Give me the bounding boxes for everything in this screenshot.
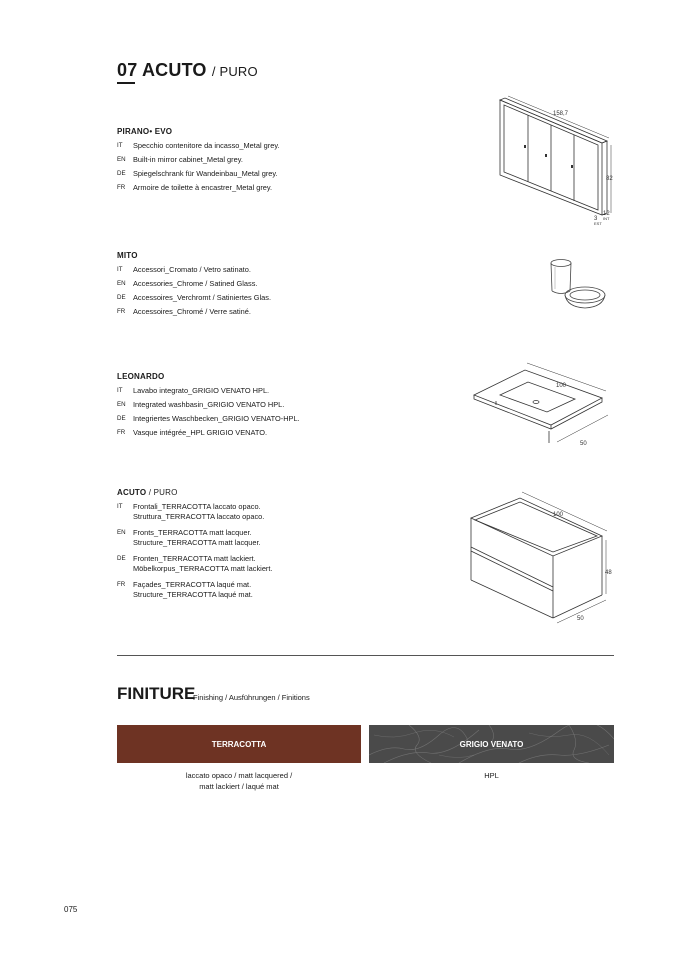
page-title <box>117 60 258 81</box>
desc-row: DE Integriertes Waschbecken_GRIGIO VENATO-HPL. <box>117 414 300 423</box>
washbasin-drawing <box>470 355 620 455</box>
cabinet-drawing <box>465 490 620 630</box>
dim-ext: 3 <box>594 216 598 222</box>
swatch-terracotta <box>117 725 361 763</box>
swatch-caption: HPL <box>484 771 499 780</box>
title-underline <box>117 82 135 84</box>
product-acuto-puro <box>117 488 437 604</box>
desc-row: DE Fronten_TERRACOTTA matt lackiert. Möbelkorpus_TERRACOTTA matt lackiert. <box>117 554 273 573</box>
swatch-caption: laccato opaco / matt lacquered / matt lackiert / laqué mat <box>185 771 293 791</box>
section-number: 07 <box>117 60 138 80</box>
desc-row: EN Fronts_TERRACOTTA matt lacquer. Structure_TERRACOTTA matt lacquer. <box>117 528 261 547</box>
product-leonardo <box>117 372 437 442</box>
dim-height: 82 <box>606 176 613 182</box>
desc-row: IT Specchio contenitore da incasso_Metal grey. <box>117 141 280 150</box>
desc-row: DE Accessoires_Verchromt / Satiniertes Glas. <box>117 293 272 302</box>
product-mito <box>117 251 437 321</box>
dim-width: 100 <box>553 512 564 518</box>
desc-row: DE Spiegelschrank für Wandeinbau_Metal grey. <box>117 169 278 178</box>
desc-row: IT Accessori_Cromato / Vetro satinato. <box>117 265 251 274</box>
desc-row: FR Armoire de toilette à encastrer_Metal grey. <box>117 183 273 192</box>
swatch-label: GRIGIO VENATO <box>459 739 524 749</box>
collection-name: ACUTO <box>141 60 207 80</box>
dim-depth: 50 <box>577 616 584 622</box>
page-number: 075 <box>64 905 78 914</box>
finishes-title: FINITURE <box>117 684 196 703</box>
product-name: MITO <box>117 251 138 260</box>
swatch-label: TERRACOTTA <box>211 739 267 749</box>
desc-row: FR Vasque intégrée_HPL GRIGIO VENATO. <box>117 428 268 437</box>
product-name: PIRANO• EVO <box>117 127 173 136</box>
dim-ext-label: EST <box>594 221 602 226</box>
desc-row: EN Integrated washbasin_GRIGIO VENATO HPL. <box>117 400 285 409</box>
finishes-subtitle: Finishing / Ausführungen / Finitions <box>193 693 310 702</box>
desc-row: IT Frontali_TERRACOTTA laccato opaco. Struttura_TERRACOTTA laccato opaco. <box>117 502 265 521</box>
swatch-grigio-venato <box>369 725 614 763</box>
desc-row: FR Façades_TERRACOTTA laqué mat. Structure_TERRACOTTA laqué mat. <box>117 580 253 599</box>
desc-row: EN Accessories_Chrome / Satined Glass. <box>117 279 258 288</box>
collection-subtitle: / PURO <box>211 64 258 79</box>
dim-int: 12 <box>603 211 610 217</box>
accessories-drawing <box>545 255 610 315</box>
product-pirano-evo <box>117 127 437 197</box>
dim-depth: 50 <box>580 441 587 447</box>
dim-width: 158,7 <box>553 111 569 117</box>
dim-width: 100 <box>556 383 567 389</box>
desc-row: FR Accessoires_Chromé / Verre satiné. <box>117 307 251 316</box>
dim-height: 48 <box>605 570 612 576</box>
product-name: ACUTO / PURO <box>117 488 178 497</box>
product-name: LEONARDO <box>117 372 165 381</box>
desc-row: IT Lavabo integrato_GRIGIO VENATO HPL. <box>117 386 270 395</box>
section-divider <box>117 655 614 656</box>
dim-int-label: INT <box>603 216 610 221</box>
desc-row: EN Built-in mirror cabinet_Metal grey. <box>117 155 243 164</box>
mirror-cabinet-drawing <box>490 95 620 230</box>
